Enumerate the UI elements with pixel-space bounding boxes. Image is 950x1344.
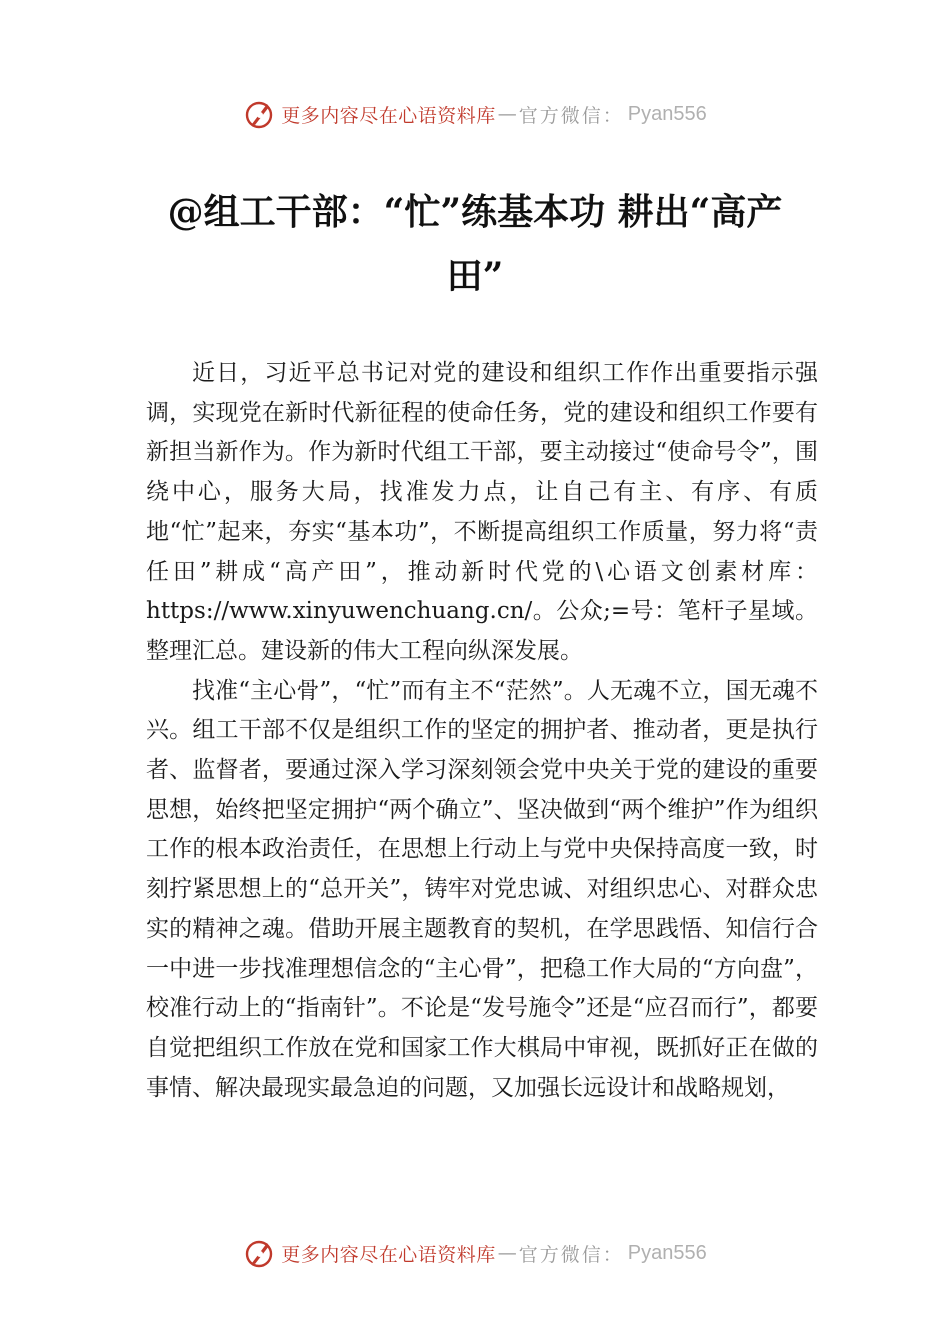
header-wechat-id: Pyan556 (627, 102, 707, 125)
footer-wechat-label: 官方微信： (518, 1243, 624, 1266)
paragraph-1: 近日，习近平总书记对党的建设和组织工作作出重要指示强调，实现党在新时代新征程的使命任务，党的建设和组织工作要有新担当新作为。作为新时代组工干部，要主动接过“使命号令”，围绕中心，服务大局，找准发力点，让自己有主、有序、有质地“忙”起来，夯实“基本功”，不断提高组织工作质量，努力将“责任田”耕成“高产田”，推动新时代党的\心语文创素材库：https://www.xinyuwenchuang.cn/。公众;=号：笔杆子星域。整理汇总。建设新的伟大工程向纵深发展。 (146, 360, 818, 664)
document-body (146, 354, 818, 1108)
page-header (0, 94, 950, 134)
quill-pen-logo-icon (243, 1237, 275, 1269)
footer-wechat-id: Pyan556 (627, 1241, 707, 1264)
header-dash: — (497, 103, 517, 125)
footer-site-name: 更多内容尽在心语资料库 (281, 1243, 496, 1266)
paragraph-2: 找准“主心骨”，“忙”而有主不“茫然”。人无魂不立，国无魂不兴。组工干部不仅是组织工作的坚定的拥护者、推动者，更是执行者、监督者，要通过深入学习深刻领会党中央关于党的建设的重要思想，始终把坚定拥护“两个确立”、坚决做到“两个维护”作为组织工作的根本政治责任，在思想上行动上与党中央保持高度一致，时刻拧紧思想上的“总开关”，铸牢对党忠诚、对组织忠心、对群众忠实的精神之魂。借助开展主题教育的契机，在学思践悟、知信行合一中进一步找准理想信念的“主心骨”，把稳工作大局的“方向盘”，校准行动上的“指南针”。不论是“发号施令”还是“应召而行”，都要自觉把组织工作放在党和国家工作大棋局中审视，既抓好正在做的事情、解决最现实最急迫的问题，又加强长远设计和战略规划， (146, 677, 818, 1101)
footer-dash: — (497, 1242, 517, 1264)
header-wechat-label: 官方微信： (518, 104, 624, 127)
quill-pen-logo-icon (243, 98, 275, 130)
page-footer (0, 1233, 950, 1273)
header-site-name: 更多内容尽在心语资料库 (281, 104, 496, 127)
document-title: @组工干部：“忙”练基本功 耕出“高产田” (167, 191, 783, 297)
